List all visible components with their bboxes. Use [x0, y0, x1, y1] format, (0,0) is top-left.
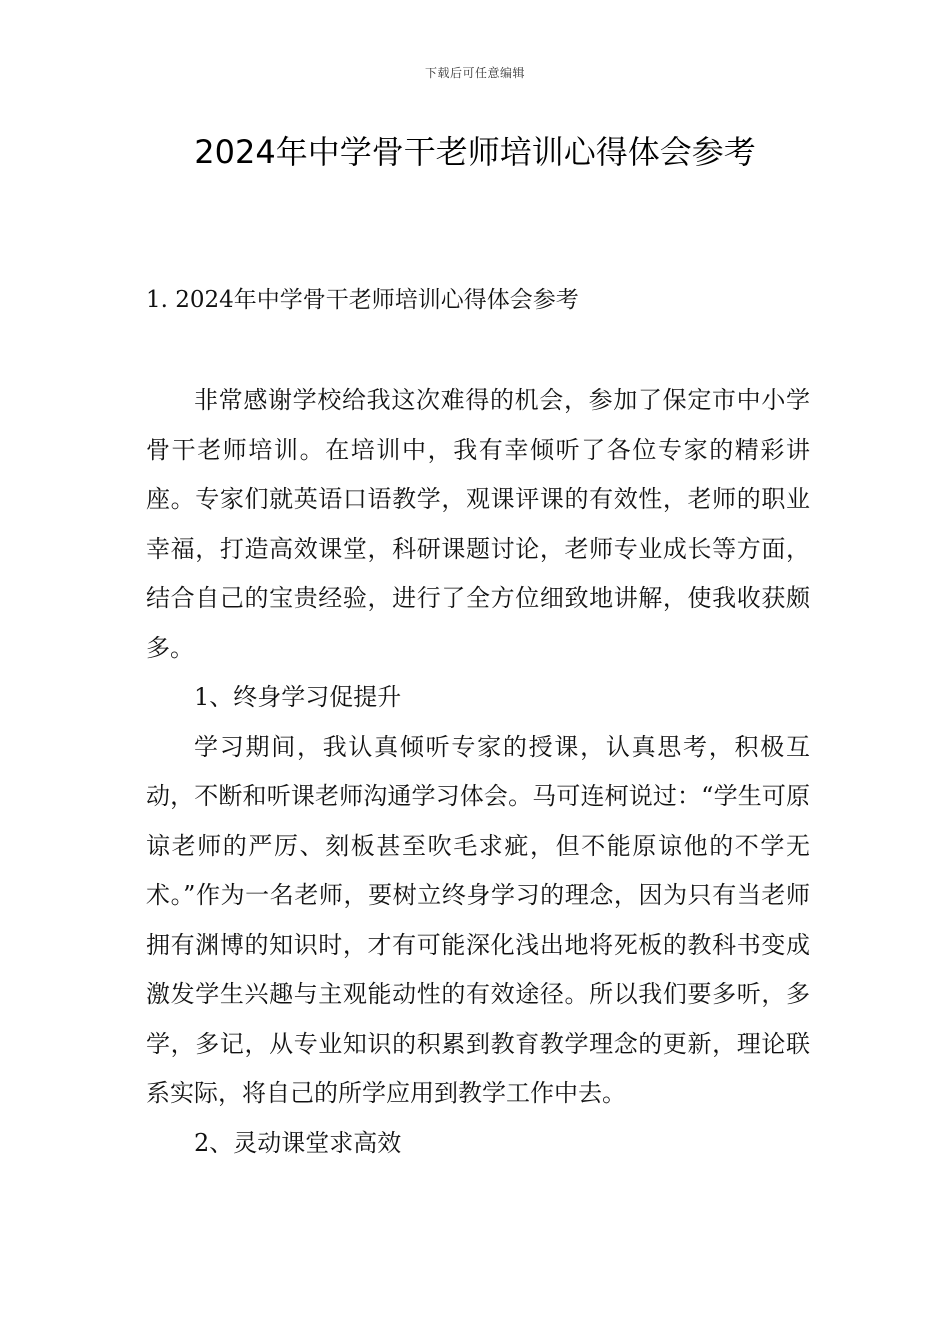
- subheading-lifelong-learning: 1、终身学习促提升: [194, 683, 402, 711]
- section-heading: 1. 2024年中学骨干老师培训心得体会参考: [146, 287, 579, 313]
- header-note: 下载后可任意编辑: [424, 66, 525, 80]
- paragraph-lifelong-learning: 学习期间，我认真倾听专家的授课，认真思考，积极互动，不断和听课老师沟通学习体会。马可连柯说过：“学生可原谅老师的严厉、刻板甚至吹毛求疵，但不能原谅他的不学无术。”作为一名老师，要树立终身学习的理念，因为只有当老师拥有渊博的知识时，才有可能深化浅出地将死板的教科书变成激发学生兴趣与主观能动性的有效途径。所以我们要多听，多学，多记，从专业知识的积累到教育教学理念的更新，理论联系实际，将自己的所学应用到教学工作中去。: [146, 732, 810, 1107]
- paragraph-intro: 非常感谢学校给我这次难得的机会，参加了保定市中小学骨干老师培训。在培训中，我有幸倾听了各位专家的精彩讲座。专家们就英语口语教学，观课评课的有效性，老师的职业幸福，打造高效课堂，科研课题讨论，老师专业成长等方面，结合自己的宝贵经验，进行了全方位细致地讲解，使我收获颇多。: [146, 386, 810, 662]
- document-title: 2024年中学骨干老师培训心得体会参考: [194, 133, 756, 171]
- subheading-efficient-classroom: 2、灵动课堂求高效: [194, 1128, 402, 1157]
- document-body: [146, 376, 810, 1168]
